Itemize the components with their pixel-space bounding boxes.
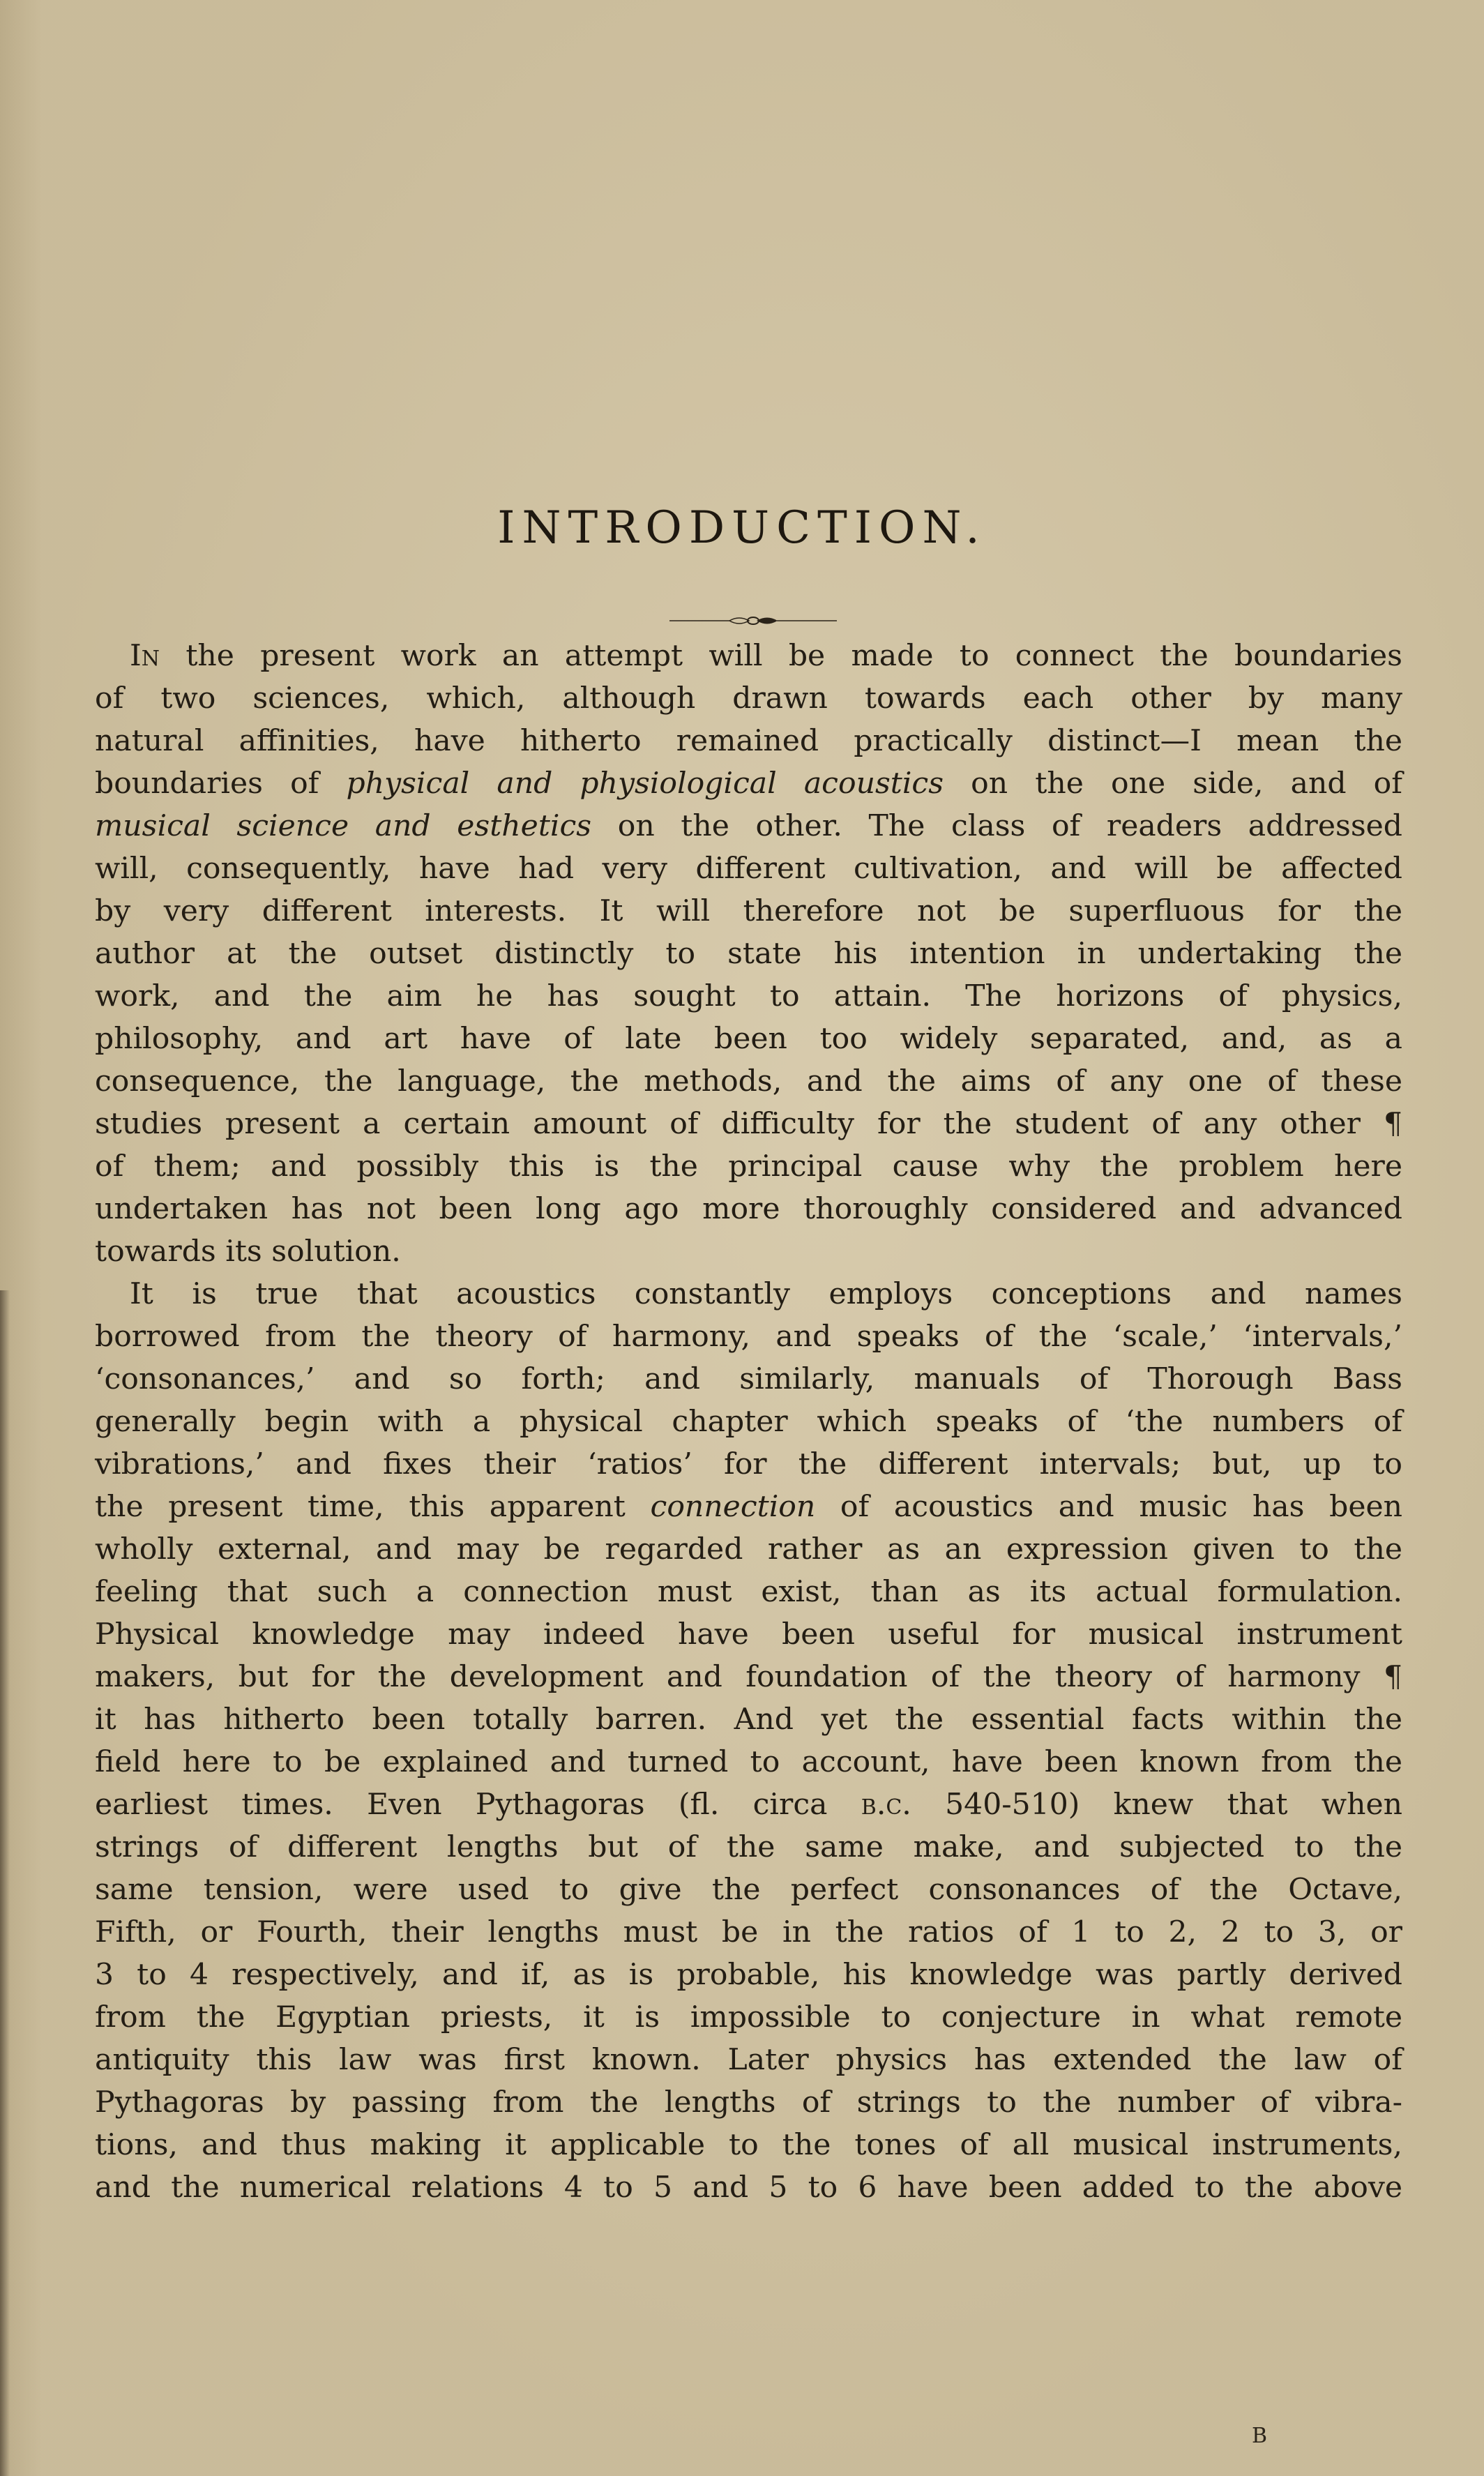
text-line: wholly external, and may be regarded rather as an expression given to the bbox=[95, 1532, 1402, 1567]
text-line: and the numerical relations 4 to 5 and 5 to 6 have been added to the above bbox=[95, 2171, 1402, 2205]
paragraph-1 bbox=[95, 635, 1402, 1273]
text-line: work, and the aim he has sought to attain. The horizons of physics, bbox=[95, 979, 1402, 1013]
text-line: author at the outset distinctly to state his intention in undertaking the bbox=[95, 937, 1402, 971]
text-line: undertaken has not been long ago more thoroughly considered and advanced bbox=[95, 1192, 1402, 1226]
signature-mark: B bbox=[1252, 2424, 1268, 2448]
text-line: Pythagoras by passing from the lengths of strings to the number of vibra- bbox=[95, 2085, 1402, 2120]
text-line: towards its solution. bbox=[95, 1235, 401, 1269]
paragraph-2 bbox=[95, 1273, 1402, 2209]
text-line: strings of different lengths but of the same make, and subjected to the bbox=[95, 1830, 1402, 1864]
text-line: philosophy, and art have of late been too widely separated, and, as a bbox=[95, 1022, 1402, 1056]
title-ornament-rule bbox=[669, 614, 837, 628]
text-line: feeling that such a connection must exist, than as its actual formulation. bbox=[95, 1575, 1402, 1609]
text-line: studies present a certain amount of difficulty for the student of any other ¶ bbox=[95, 1107, 1402, 1141]
text-line: makers, but for the development and foundation of the theory of harmony ¶ bbox=[95, 1660, 1402, 1694]
text-line: 3 to 4 respectively, and if, as is probable, his knowledge was partly derived bbox=[95, 1958, 1402, 1992]
text-line: ‘consonances,’ and so forth; and similarly, manuals of Thorough Bass bbox=[95, 1362, 1402, 1396]
text-line: tions, and thus making it applicable to the tones of all musical instruments, bbox=[95, 2128, 1402, 2162]
text-line: will, consequently, have had very different cultivation, and will be affected bbox=[95, 852, 1402, 886]
text-line: from the Egyptian priests, it is impossible to conjecture in what remote bbox=[95, 2000, 1402, 2035]
text-line: boundaries of physical and physiological acoustics on the one side, and of bbox=[95, 767, 1402, 801]
text-line: of them; and possibly this is the principal cause why the problem here bbox=[95, 1149, 1402, 1184]
text-line: generally begin with a physical chapter which speaks of ‘the numbers of bbox=[95, 1405, 1402, 1439]
text-line: the present time, this apparent connection of acoustics and music has been bbox=[95, 1490, 1402, 1524]
text-line: Physical knowledge may indeed have been useful for musical instrument bbox=[95, 1617, 1402, 1652]
text-line: natural affinities, have hitherto remained practically distinct—I mean the bbox=[95, 724, 1402, 758]
text-line: earliest times. Even Pythagoras (fl. circa b.c. 540-510) knew that when bbox=[95, 1788, 1403, 1822]
text-line: In the present work an attempt will be made to connect the boundaries bbox=[130, 639, 1402, 673]
text-line: of two sciences, which, although drawn towards each other by many bbox=[95, 681, 1402, 716]
body-text bbox=[95, 635, 1402, 2209]
text-line: consequence, the language, the methods, and the aims of any one of these bbox=[95, 1064, 1402, 1099]
text-line: it has hitherto been totally barren. And yet the essential facts within the bbox=[95, 1703, 1402, 1737]
chapter-title: INTRODUCTION. bbox=[497, 502, 987, 554]
text-line: antiquity this law was first known. Later physics has extended the law of bbox=[95, 2043, 1402, 2077]
text-line: field here to be explained and turned to account, have been known from the bbox=[95, 1745, 1402, 1779]
text-line: It is true that acoustics constantly employs conceptions and names bbox=[130, 1277, 1402, 1311]
page-binding-shadow bbox=[0, 1290, 10, 2476]
text-line: vibrations,’ and fixes their ‘ratios’ for the different intervals; but, up to bbox=[95, 1447, 1402, 1481]
text-line: by very different interests. It will therefore not be superfluous for the bbox=[95, 894, 1402, 928]
text-line: borrowed from the theory of harmony, and speaks of the ‘scale,’ ‘intervals,’ bbox=[95, 1320, 1402, 1354]
text-line: musical science and esthetics on the other. The class of readers addressed bbox=[95, 809, 1402, 843]
text-line: Fifth, or Fourth, their lengths must be in the ratios of 1 to 2, 2 to 3, or bbox=[95, 1915, 1402, 1949]
text-line: same tension, were used to give the perfect consonances of the Octave, bbox=[95, 1873, 1402, 1907]
